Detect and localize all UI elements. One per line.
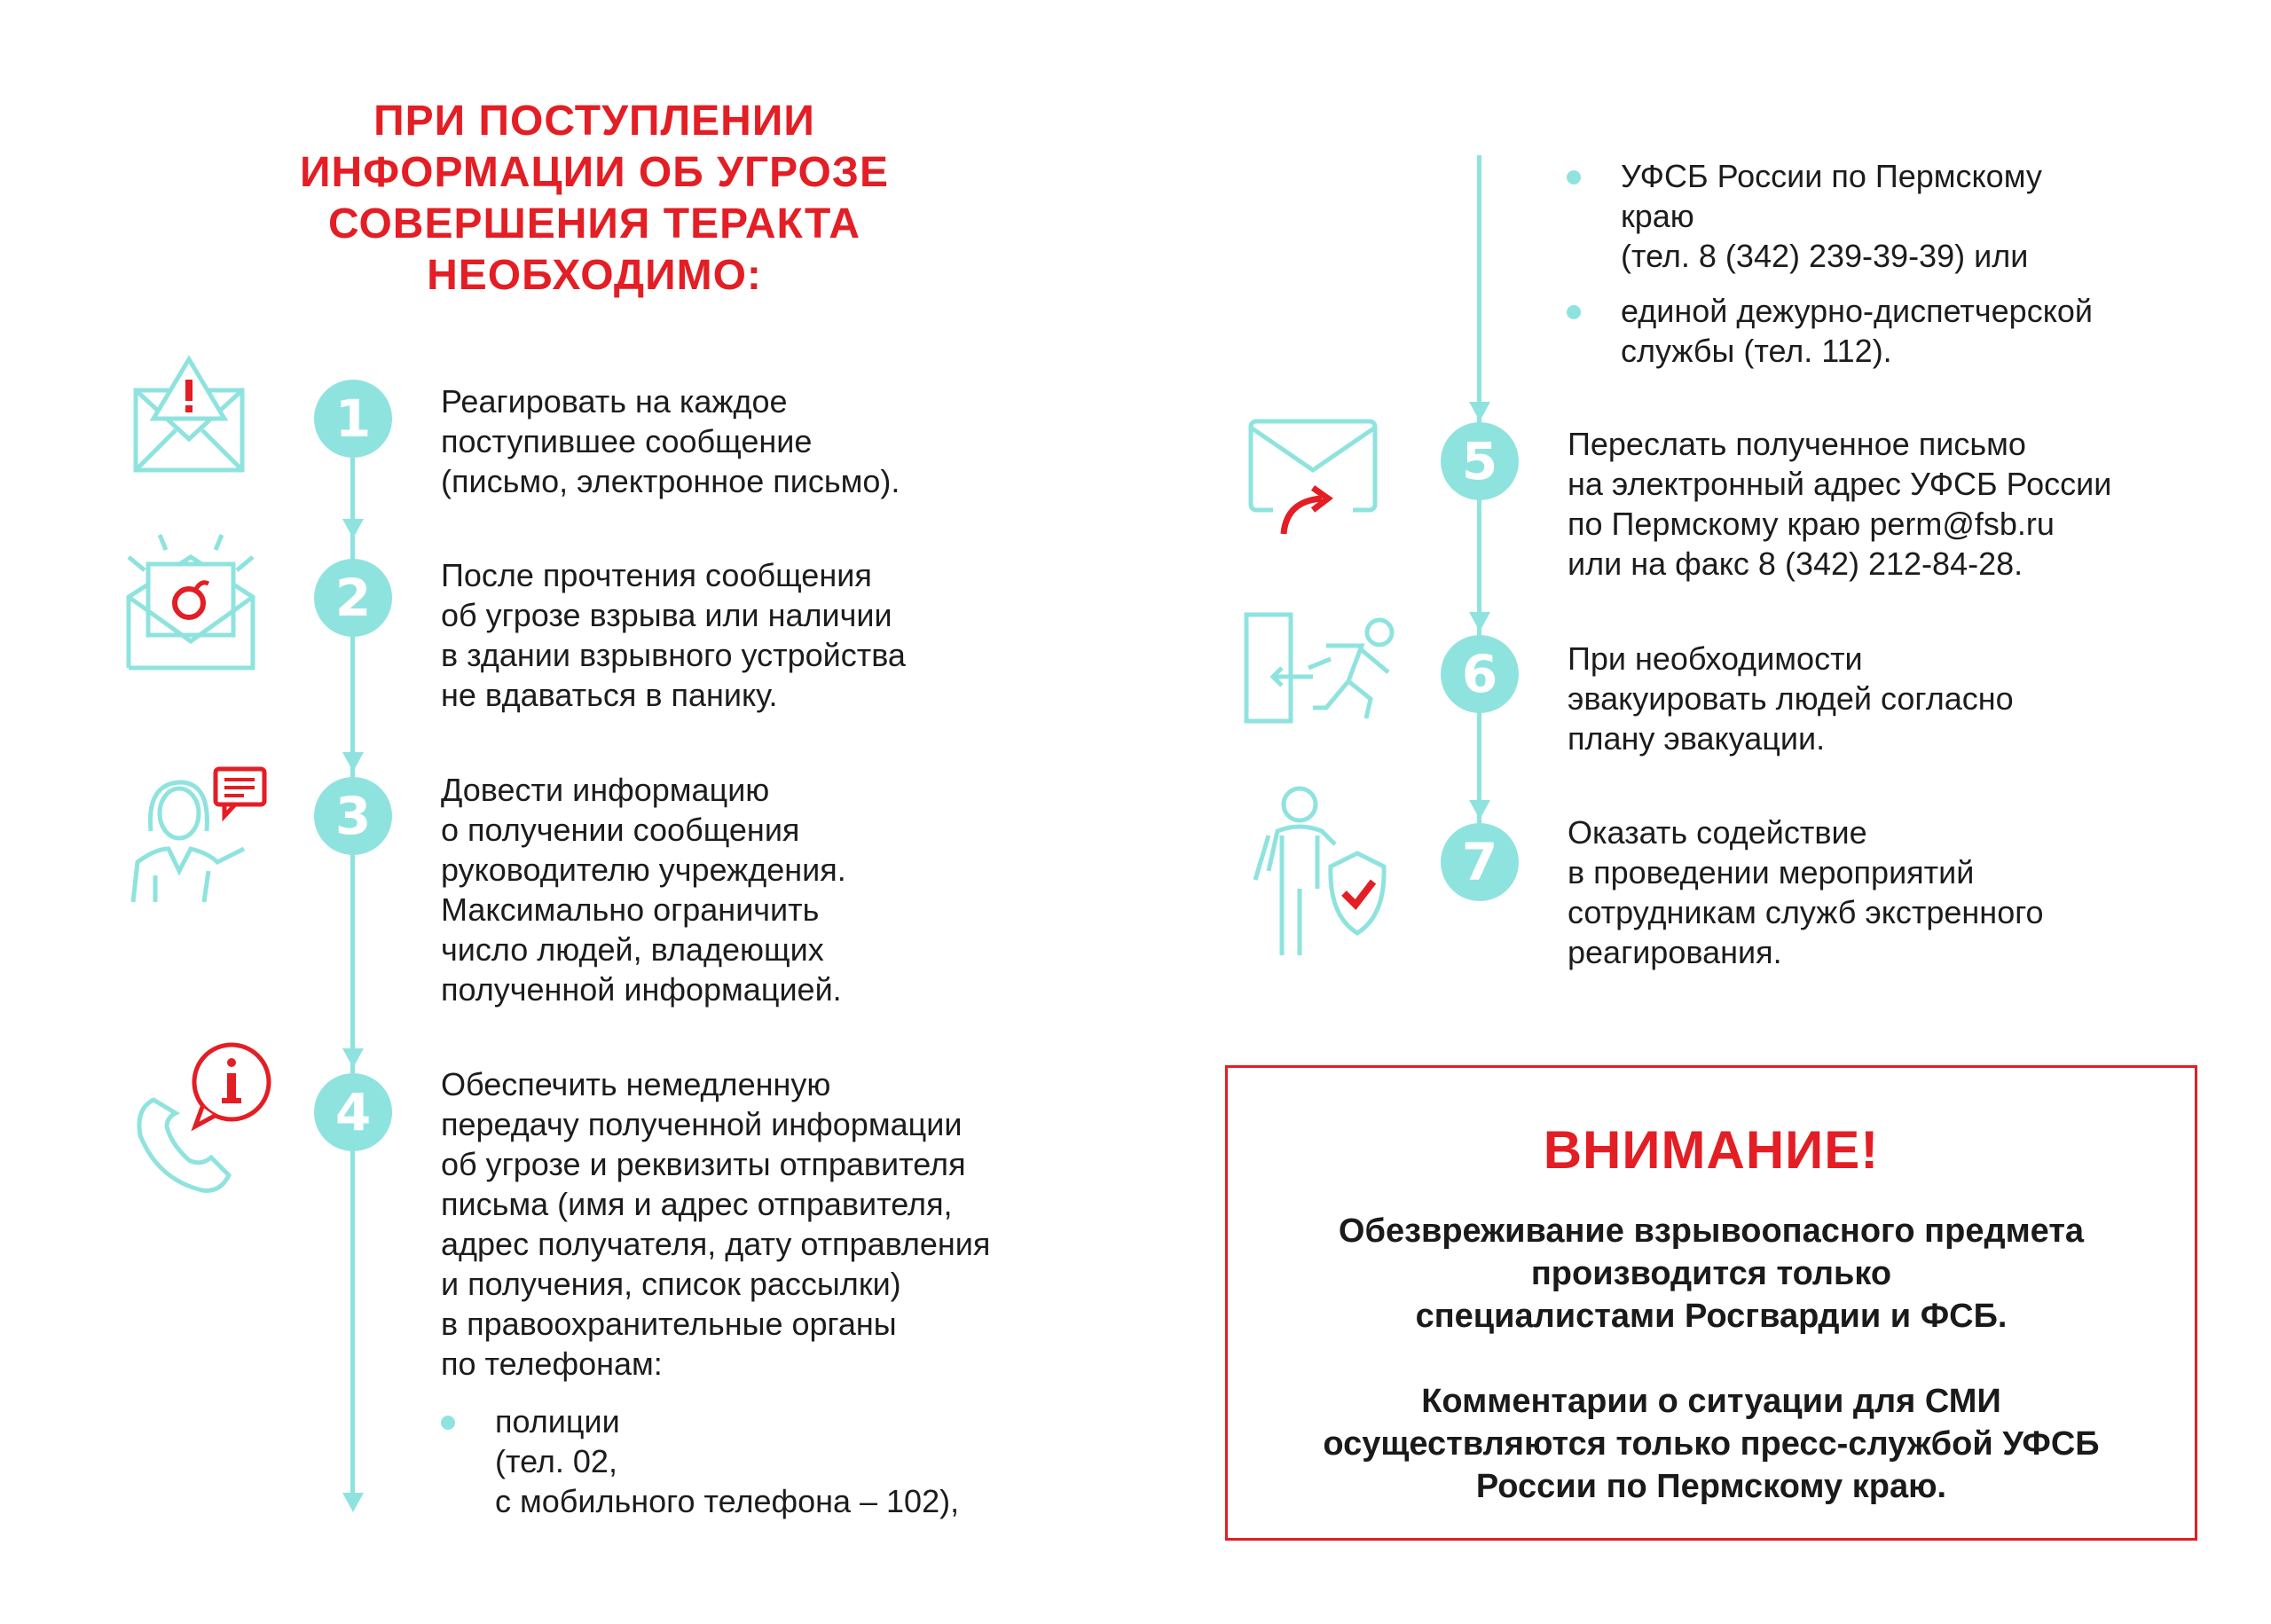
notice-title: ВНИМАНИЕ!	[1543, 1120, 1880, 1180]
step-number-2: 2	[314, 559, 392, 637]
alert-envelope-icon	[131, 355, 247, 475]
step-text-7: Оказать содействие в проведении мероприятий сотрудникам служб экстренного реагирования.	[1568, 814, 2044, 970]
timeline-arrow	[342, 1493, 364, 1512]
phone-info-icon	[131, 1038, 282, 1193]
timeline-arrow	[342, 752, 364, 772]
step-number-7: 7	[1441, 823, 1519, 901]
woman-message-icon	[129, 765, 271, 906]
page-title: ПРИ ПОСТУПЛЕНИИ ИНФОРМАЦИИ ОБ УГРОЗЕ СОВЕРШЕНИЯ ТЕРАКТА НЕОБХОДИМО:	[300, 98, 889, 299]
step-number-3: 3	[314, 777, 392, 855]
timeline-arrow	[1469, 612, 1490, 632]
timeline-arrow	[342, 1048, 364, 1068]
step-text-4: Обеспечить немедленную передачу полученной информации об угрозе и реквизиты отправителя письма (имя и адрес отправителя, адрес получателя, дату отправления и получения, список рассылки) в правоохранительные органы по телефонам:	[441, 1066, 991, 1382]
security-guard-icon	[1251, 782, 1393, 960]
step-text-3: Довести информацию о получении сообщения руководителю учреждения. Максимально ограничить число людей, владеющих полученной информацией.	[441, 772, 846, 1008]
step-number-4: 4	[314, 1073, 392, 1151]
bomb-letter-icon	[120, 530, 262, 672]
bullet-dot	[441, 1416, 455, 1430]
bullet-dot	[1567, 170, 1581, 184]
step-text-1: Реагировать на каждое поступившее сообщение (письмо, электронное письмо).	[441, 383, 900, 499]
step-number-6: 6	[1441, 635, 1519, 713]
bullet-dot	[1567, 305, 1581, 319]
step-number-5: 5	[1441, 422, 1519, 500]
evacuation-icon	[1242, 610, 1402, 726]
step-text-2: После прочтения сообщения об угрозе взрыва или наличии в здании взрывного устройства не вдаваться в панику.	[441, 557, 906, 713]
notice-paragraph-2: Комментарии о ситуации для СМИ осуществляются только пресс-службой УФСБ России по Пермскому краю.	[1323, 1383, 2100, 1505]
step-number-1: 1	[314, 380, 392, 458]
forward-mail-icon	[1246, 417, 1379, 541]
step-text-5: Переслать полученное письмо на электронный адрес УФСБ России по Пермскому краю perm@fsb.ru или на факс 8 (342) 212-84-28.	[1568, 426, 2112, 582]
notice-paragraph-1: Обезвреживание взрывоопасного предмета производится только специалистами Росгвардии и ФСБ.	[1338, 1212, 2085, 1335]
timeline-arrow	[1469, 800, 1490, 820]
contact-112: единой дежурно-диспетчерской службы (тел. 112).	[1621, 293, 2093, 369]
step-text-6: При необходимости эвакуировать людей согласно плану эвакуации.	[1568, 640, 2014, 757]
contact-police: полиции (тел. 02, с мобильного телефона – 102),	[495, 1403, 960, 1519]
timeline-arrow	[342, 519, 364, 538]
contact-ufsb: УФСБ России по Пермскому краю (тел. 8 (342) 239-39-39) или	[1621, 158, 2042, 274]
notice-box	[1225, 1065, 2197, 1541]
timeline-arrow	[1469, 402, 1490, 421]
